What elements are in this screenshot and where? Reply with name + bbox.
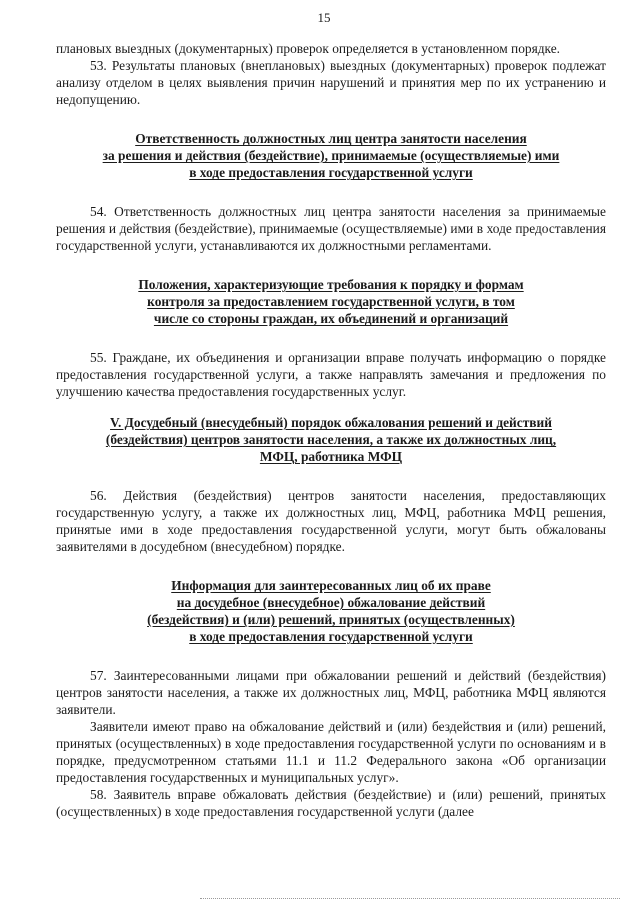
- heading-line: (бездействия) центров занятости населения, а также их должностных лиц,: [105, 432, 557, 447]
- paragraph-54: 54. Ответственность должностных лиц центра занятости населения за принимаемые решения и действия (бездействие), принимаемые (осуществляемые) ими в ходе предоставления государственной услуги, устанавливаются их должностными регламентами.: [56, 204, 606, 253]
- heading-line: Ответственность должностных лиц центра занятости населения: [135, 131, 527, 146]
- heading-line: МФЦ, работника МФЦ: [259, 449, 403, 464]
- heading-line: числе со стороны граждан, их объединений и организаций: [153, 311, 509, 326]
- paragraph-57-applicants-rights: Заявители имеют право на обжалование действий и (или) бездействия и (или) решений, принятых (осуществленных) в ходе предоставления государственной услуги по основаниям и в порядке, предусмотренном статьями 11.1 и 11.2 Федерального закона «Об организации предоставления государственных и муниципальных услуг».: [56, 719, 606, 785]
- paragraph-57: 57. Заинтересованными лицами при обжаловании решений и действий (бездействия) центров занятости населения, а также их должностных лиц, МФЦ, работника МФЦ являются заявители.: [56, 668, 606, 717]
- heading-appeal-information: [56, 577, 606, 645]
- heading-line: (бездействия) и (или) решений, принятых (осуществленных): [147, 612, 515, 627]
- heading-control-requirements: [56, 276, 606, 327]
- page-number: 15: [317, 10, 331, 25]
- heading-line: Информация для заинтересованных лиц об их праве: [171, 578, 491, 593]
- paragraph-56: 56. Действия (бездействия) центров занятости населения, предоставляющих государственную услугу, а также их должностных лиц, МФЦ, работника МФЦ решения, принятые ими в ходе предоставления государственной услуги, могут быть обжалованы заявителями в досудебном (внесудебном) порядке.: [56, 488, 606, 554]
- paragraph-52-continuation: плановых выездных (документарных) проверок определяется в установленном порядке.: [56, 41, 561, 56]
- heading-line: за решения и действия (бездействие), принимаемые (осуществляемые) ими: [102, 148, 560, 163]
- heading-line: на досудебное (внесудебное) обжалование действий: [176, 595, 486, 610]
- paragraph-53: 53. Результаты плановых (внеплановых) выездных (документарных) проверок подлежат анализу отделом в целях выявления причин нарушений и принятия мер по их устранению и недопущению.: [56, 58, 606, 107]
- heading-responsibility: [56, 130, 606, 181]
- heading-line: контроля за предоставлением государственной услуги, в том: [147, 294, 515, 309]
- heading-line: V. Досудебный (внесудебный) порядок обжалования решений и действий: [110, 415, 552, 430]
- heading-section-5-appeal: [56, 414, 606, 465]
- heading-line: Положения, характеризующие требования к порядку и формам: [138, 277, 524, 292]
- paragraph-55: 55. Граждане, их объединения и организации вправе получать информацию о порядке предоставления государственной услуги, а также направлять замечания и предложения по улучшению качества предоставления государственных услуг.: [56, 350, 606, 399]
- paragraph-58: 58. Заявитель вправе обжаловать действия (бездействие) и (или) решений, принятых (осуществленных) в ходе предоставления государственной услуги (далее: [56, 787, 606, 819]
- footer-rule: [200, 898, 620, 899]
- heading-line: в ходе предоставления государственной услуги: [189, 165, 473, 180]
- heading-line: в ходе предоставления государственной услуги: [189, 629, 473, 644]
